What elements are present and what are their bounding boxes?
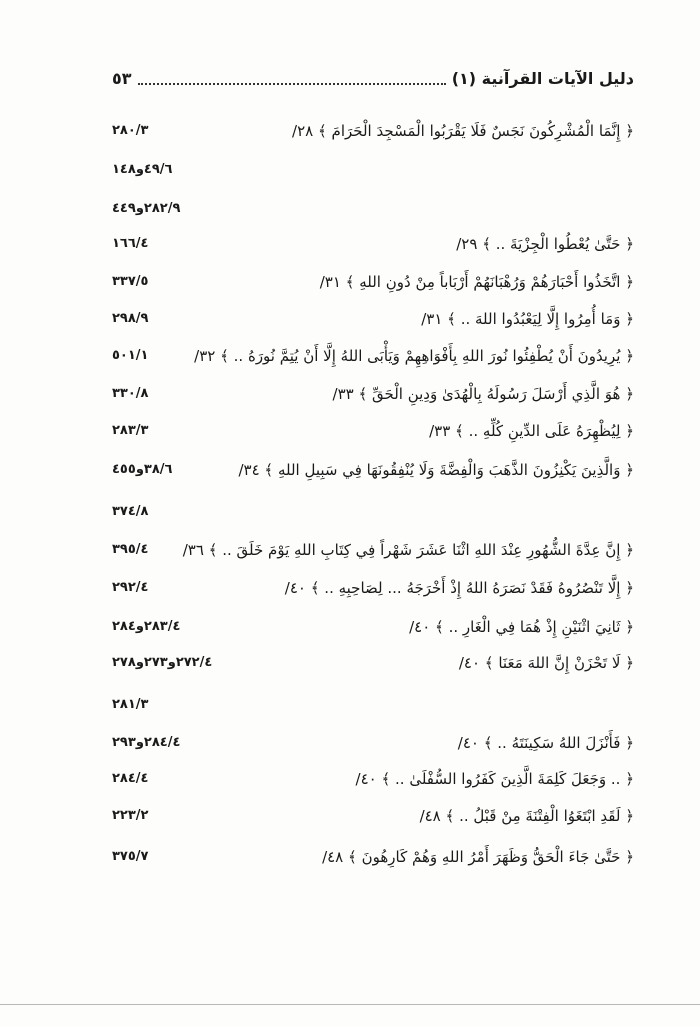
verse-text: ﴿ إِنَّمَا الْمُشْرِكُونَ نَجَسٌ فَلَا يَقْرَبُوا الْمَسْجِدَ الْحَرَامَ ﴾ ٢٨/	[292, 122, 634, 140]
index-entry	[112, 764, 634, 794]
index-entry	[112, 455, 634, 485]
verse-text: ﴿ وَالَّذِينَ يَكْنِزُونَ الذَّهَبَ وَالْفِضَّةَ وَلَا يُنْفِقُونَهَا فِي سَبِيلِ اللهِ ﴾ ٣٤/	[238, 461, 634, 479]
verse-text: ﴿ يُرِيدُونَ أَنْ يُطْفِئُوا نُورَ اللهِ بِأَفْوَاهِهِمْ وَيَأْبَى اللهُ إِلَّا أَنْ يُتِمَّ نُورَهُ .. ﴾ ٣٢/	[194, 347, 634, 365]
volume-page-ref: ١٦٦/٤	[112, 236, 149, 251]
volume-page-ref: ٣٧٤/٨	[112, 504, 149, 519]
volume-page-ref: ٢٨٢/٩و٤٤٩	[112, 201, 181, 216]
index-entry	[112, 194, 634, 224]
verse-text: ﴿ حَتَّىٰ يُعْطُوا الْجِزْيَةَ .. ﴾ ٢٩/	[456, 235, 634, 253]
index-entry	[112, 341, 634, 371]
verse-text: ﴿ اتَّخَذُوا أَحْبَارَهُمْ وَرُهْبَانَهُمْ أَرْبَاباً مِنْ دُونِ اللهِ ﴾ ٣١/	[319, 273, 634, 291]
verse-text: ﴿ لَا تَحْزَنْ إِنَّ اللهَ مَعَنَا ﴾ ٤٠/	[458, 654, 634, 672]
volume-page-ref: ٢٢٣/٢	[112, 808, 149, 823]
index-entry	[112, 690, 634, 720]
index-entry	[112, 573, 634, 603]
index-entry	[112, 116, 634, 146]
index-entry	[112, 267, 634, 297]
volume-page-ref: ٣٨/٦و٤٥٥	[112, 462, 173, 477]
page-number: ٥٣	[112, 68, 132, 88]
volume-page-ref: ٢٩٨/٩	[112, 311, 149, 326]
index-entry	[112, 229, 634, 259]
volume-page-ref: ٢٨٤/٤و٢٩٣	[112, 735, 181, 750]
verse-text: ﴿ إِنَّ عِدَّةَ الشُّهُورِ عِنْدَ اللهِ اثْنَا عَشَرَ شَهْراً فِي كِتَابِ اللهِ يَوْمَ خَلَقَ .. ﴾ ٣٦/	[182, 541, 634, 559]
volume-page-ref: ٢٨٣/٤و٢٨٤	[112, 619, 181, 634]
index-entry	[112, 612, 634, 642]
index-entry	[112, 842, 634, 872]
volume-page-ref: ٢٩٢/٤	[112, 580, 149, 595]
index-entry	[112, 535, 634, 565]
volume-page-ref: ٣٧٥/٧	[112, 849, 149, 864]
volume-page-ref: ٢٨١/٣	[112, 697, 149, 712]
volume-page-ref: ٣٣٧/٥	[112, 274, 149, 289]
volume-page-ref: ٢٧٢/٤و٢٧٣و٢٧٨	[112, 655, 213, 670]
volume-page-ref: ٥٠١/١	[112, 348, 149, 363]
index-entry	[112, 728, 634, 758]
index-entry	[112, 801, 634, 831]
volume-page-ref: ٤٩/٦و١٤٨	[112, 162, 173, 177]
volume-page-ref: ٢٨٣/٣	[112, 423, 149, 438]
book-title: دليل الآيات القرآنية (١)	[451, 68, 634, 88]
index-entry	[112, 379, 634, 409]
index-entry	[112, 155, 634, 185]
volume-page-ref: ٣٣٠/٨	[112, 386, 149, 401]
index-entry	[112, 497, 634, 527]
page-edge-rule	[0, 1004, 700, 1005]
volume-page-ref: ٣٩٥/٤	[112, 542, 149, 557]
verse-text: ﴿ حَتَّىٰ جَاءَ الْحَقُّ وَظَهَرَ أَمْرُ اللهِ وَهُمْ كَارِهُونَ ﴾ ٤٨/	[322, 848, 634, 866]
verse-text: ﴿ لِيُظْهِرَهُ عَلَى الدِّينِ كُلِّهِ .. ﴾ ٣٣/	[429, 422, 634, 440]
volume-page-ref: ٢٨٤/٤	[112, 771, 149, 786]
index-entry	[112, 304, 634, 334]
verse-text: ﴿ لَقَدِ ابْتَغَوُا الْفِتْنَةَ مِنْ قَبْلُ .. ﴾ ٤٨/	[419, 807, 634, 825]
verse-text: ﴿ .. وَجَعَلَ كَلِمَةَ الَّذِينَ كَفَرُوا السُّفْلَىٰ .. ﴾ ٤٠/	[355, 770, 634, 788]
verse-text: ﴿ فَأَنْزَلَ اللهُ سَكِينَتَهُ .. ﴾ ٤٠/	[457, 734, 634, 752]
verse-text: ﴿ هُوَ الَّذِي أَرْسَلَ رَسُولَهُ بِالْهُدَىٰ وَدِينِ الْحَقِّ ﴾ ٣٣/	[332, 385, 634, 403]
verse-text: ﴿ وَمَا أُمِرُوا إِلَّا لِيَعْبُدُوا اللهَ .. ﴾ ٣١/	[421, 310, 634, 328]
verse-text: ﴿ إِلَّا تَنْصُرُوهُ فَقَدْ نَصَرَهُ اللهُ إِذْ أَخْرَجَهُ ... لِصَاحِبِهِ .. ﴾ ٤٠/	[284, 579, 634, 597]
index-entry	[112, 416, 634, 446]
index-entry	[112, 648, 634, 678]
volume-page-ref: ٢٨٠/٣	[112, 123, 149, 138]
verse-text: ﴿ ثَانِيَ اثْنَيْنِ إِذْ هُمَا فِي الْغَارِ .. ﴾ ٤٠/	[409, 618, 634, 636]
